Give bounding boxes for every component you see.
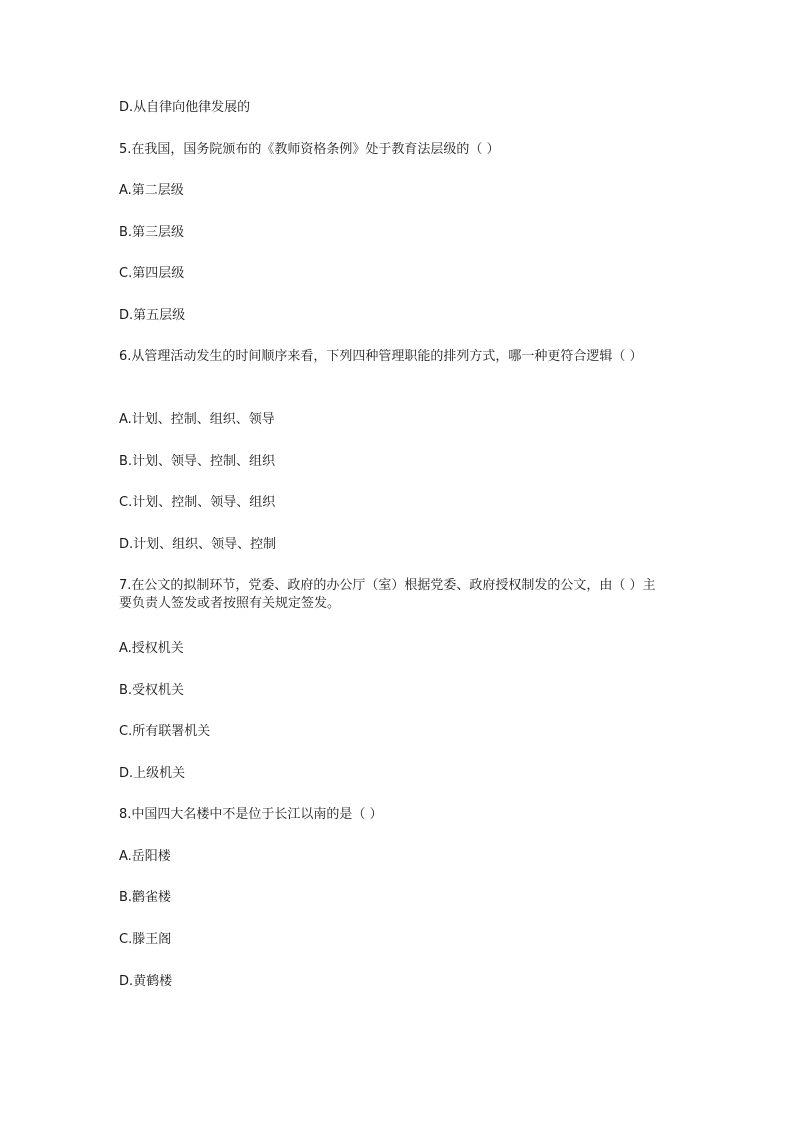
q7-option-a: A.授权机关 — [119, 641, 184, 656]
q4-option-d: D.从自律向他律发展的 — [119, 100, 251, 115]
q7-option-b: B.受权机关 — [119, 683, 185, 698]
q8-option-b: B.鹳雀楼 — [119, 890, 172, 905]
q5-option-c: C.第四层级 — [119, 266, 185, 281]
q6-option-d: D.计划、组织、领导、控制 — [119, 537, 277, 552]
q7-question: 7.在公文的拟制环节，党委、政府的办公厅（室）根据党委、政府授权制发的公文，由（ ）主要负责人签发或者按照有关规定签发。 — [119, 578, 656, 611]
q6-option-c: C.计划、控制、领导、组织 — [119, 495, 276, 510]
q7-option-c: C.所有联署机关 — [119, 724, 211, 739]
q5-option-b: B.第三层级 — [119, 225, 185, 240]
q6-question: 6.从管理活动发生的时间顺序来看，下列四种管理职能的排列方式，哪一种更符合逻辑（ ） — [119, 349, 643, 364]
q5-option-a: A.第二层级 — [119, 183, 184, 198]
q6-option-b: B.计划、领导、控制、组织 — [119, 454, 276, 469]
q5-question: 5.在我国，国务院颁布的《教师资格条例》处于教育法层级的（ ） — [119, 142, 500, 157]
q8-option-c: C.滕王阁 — [119, 932, 172, 947]
q6-option-a: A.计划、控制、组织、领导 — [119, 412, 275, 427]
q8-question: 8.中国四大名楼中不是位于长江以南的是（ ） — [119, 807, 383, 822]
q7-option-d: D.上级机关 — [119, 766, 186, 781]
q8-option-d: D.黄鹤楼 — [119, 974, 173, 989]
q8-option-a: A.岳阳楼 — [119, 849, 171, 864]
q5-option-d: D.第五层级 — [119, 308, 186, 323]
